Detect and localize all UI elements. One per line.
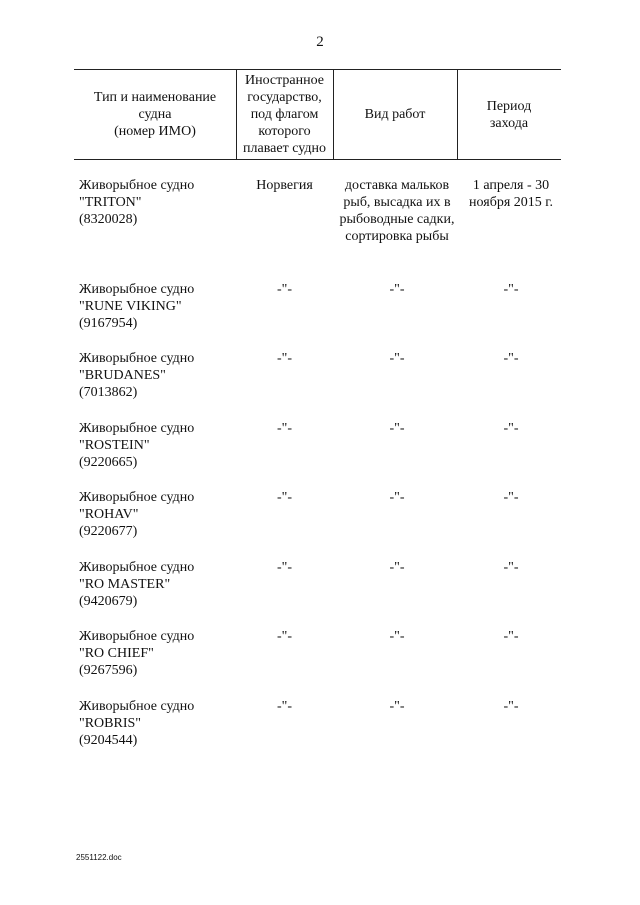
vessel-name: Живорыбное судно "RO CHIEF" (9267596) (79, 629, 195, 678)
work-type: -"- (389, 282, 405, 297)
flag-state: -"- (276, 282, 293, 297)
header-work-type: Вид работ (364, 107, 426, 122)
work-type: -"- (389, 629, 405, 644)
work-type: -"- (389, 351, 405, 366)
vessel-name: Живорыбное судно "TRITON" (8320028) (79, 178, 195, 227)
vessel-name: Живорыбное судно "ROBRIS" (9204544) (79, 699, 195, 748)
visit-period: -"- (503, 629, 519, 644)
work-type: доставка мальков рыб, высадка их в рыбоводные садки, сортировка рыбы (339, 178, 455, 244)
vessel-table (74, 69, 561, 748)
visit-period: -"- (503, 560, 519, 575)
page-number: 2 (316, 34, 324, 50)
visit-period: -"- (503, 699, 519, 714)
visit-period: -"- (503, 490, 519, 505)
work-type: -"- (389, 560, 405, 575)
flag-state: -"- (276, 560, 293, 575)
work-type: -"- (389, 699, 405, 714)
vessel-name: Живорыбное судно "BRUDANES" (7013862) (79, 351, 195, 400)
visit-period: -"- (503, 351, 519, 366)
work-type: -"- (389, 490, 405, 505)
visit-period: -"- (503, 421, 519, 436)
vessel-name: Живорыбное судно "RO MASTER" (9420679) (79, 560, 195, 609)
flag-state: Норвегия (256, 178, 313, 193)
vessel-name: Живорыбное судно "ROSTEIN" (9220665) (79, 421, 195, 470)
flag-state: -"- (276, 351, 293, 366)
visit-period: 1 апреля - 30 ноября 2015 г. (469, 178, 553, 210)
vessel-name: Живорыбное судно "ROHAV" (9220677) (79, 490, 195, 539)
document-filename: 2551122.doc (76, 853, 122, 862)
work-type: -"- (389, 421, 405, 436)
flag-state: -"- (276, 699, 293, 714)
table-header (74, 69, 561, 160)
header-visit-period: Период захода (486, 98, 532, 131)
header-vessel-type-name: Тип и наименование судна (номер ИМО) (93, 90, 217, 139)
flag-state: -"- (276, 629, 293, 644)
flag-state: -"- (276, 421, 293, 436)
flag-state: -"- (276, 490, 293, 505)
vessel-name: Живорыбное судно "RUNE VIKING" (9167954) (79, 282, 195, 331)
header-flag-state: Иностранное государство, под флагом которого плавает судно (243, 73, 326, 156)
visit-period: -"- (503, 282, 519, 297)
